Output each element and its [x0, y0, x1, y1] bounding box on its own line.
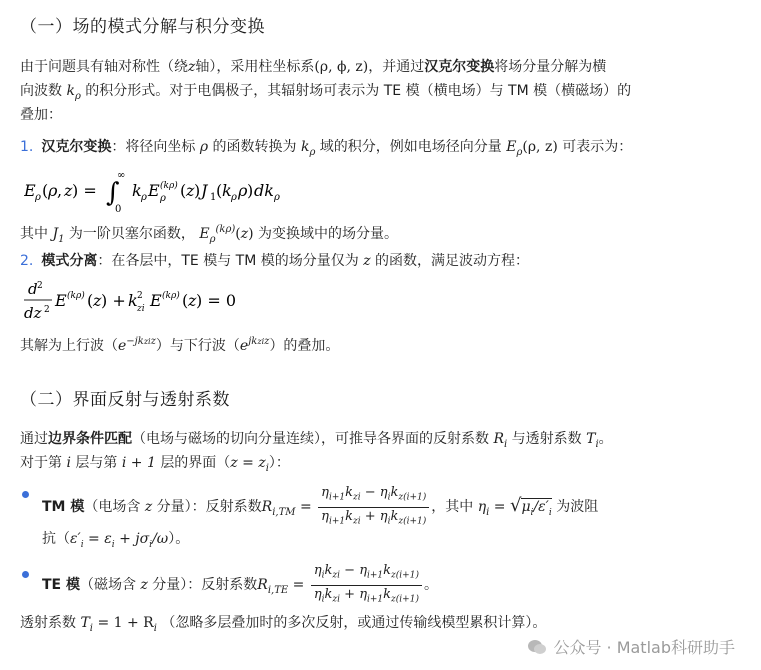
- wave-equation: [22, 278, 282, 330]
- svg-text:) +: ) +: [101, 291, 126, 310]
- hankel-formula: [24, 168, 324, 218]
- svg-text:k: k: [132, 181, 142, 200]
- svg-text:2: 2: [44, 305, 50, 315]
- list-item-tm: TM 模（电场含 z 分量）：反射系数$R_{i,TM}$ = $\frac{\eta_{i+1}k_{zi} - \eta_ik_{z(i+1)}}{\eta_{i+1}k_{zi} + \eta_ik_{z(i+1)}}$ ，其中 $\eta_i = √\mu_i/\varepsilon'_i$ 为波阻: [42, 484, 742, 533]
- paragraph-line: 向波数 $k_\rho$ 的积分形式。对于电偶极子，其辐射场可表示为 TE 模（横电场）与 TM 模（横磁场）的: [20, 83, 632, 102]
- svg-text:E: E: [150, 291, 162, 310]
- svg-text:(: (: [216, 181, 223, 200]
- svg-text:(kρ): (kρ): [160, 181, 178, 191]
- watermark: 公众号 · Matlab科研助手: [527, 635, 735, 658]
- paragraph-line: 对于第 i 层与第 i + 1 层的界面$(z = z_i)$：: [20, 455, 290, 474]
- section-heading-1: （一）场的模式分解与积分变换: [20, 17, 265, 37]
- section-heading-2: （二）界面反射与透射系数: [20, 390, 230, 410]
- svg-text:): ): [194, 181, 201, 200]
- svg-text:ρ: ρ: [141, 192, 147, 203]
- paragraph-line: 通过边界条件匹配（电场与磁场的切向分量连续），可推导各界面的反射系数 $R_i$ 与透射系数 $T_i$。: [20, 431, 613, 450]
- svg-text:d: d: [28, 280, 38, 298]
- svg-text:E: E: [55, 291, 67, 310]
- svg-text:∫: ∫: [106, 178, 120, 208]
- svg-text:z: z: [188, 291, 197, 310]
- svg-text:ρ: ρ: [48, 181, 58, 200]
- svg-text:ρ: ρ: [35, 192, 41, 203]
- svg-text:): ): [247, 181, 254, 200]
- paragraph-line: 透射系数 $T_i = 1 + R_i$ （忽略多层叠加时的多次反射，或通过传输线模型累积计算）。: [20, 615, 547, 634]
- list-item-te: TE 模（磁场含 z 分量）：反射系数$R_{i,TE}$ = $\frac{\eta_ik_{zi} - \eta_{i+1}k_{z(i+1)}}{\eta_ik_{zi} + \eta_{i+1}k_{z(i+1)}}$ 。: [42, 562, 742, 611]
- svg-text:0: 0: [115, 204, 122, 214]
- svg-text:z: z: [186, 181, 195, 200]
- svg-text:2: 2: [37, 281, 43, 291]
- paragraph-line: 其解为上行波$(e^{-jkziz})$与下行波$(e^{jkziz})$的叠加。: [20, 336, 340, 354]
- list-item: 2. 模式分离：在各层中，TE 模与 TM 模的场分量仅为 z 的函数，满足波动方程：: [20, 253, 530, 269]
- svg-text:ρ: ρ: [160, 193, 166, 204]
- svg-text:(kρ): (kρ): [67, 291, 85, 301]
- svg-text:(kρ): (kρ): [162, 291, 180, 301]
- paragraph-line: 抗$(\varepsilon'_i = \varepsilon_i + j\sigma_i/\omega)$。: [42, 531, 190, 550]
- svg-text:,: ,: [57, 181, 63, 200]
- svg-text:) = 0: ) = 0: [196, 291, 236, 310]
- svg-text:zi: zi: [137, 304, 145, 314]
- svg-text:dk: dk: [254, 181, 274, 200]
- bullet-dot: [22, 571, 29, 578]
- svg-text:(: (: [42, 181, 49, 200]
- list-item: 1. 汉克尔变换：将径向坐标 ρ 的函数转换为 $k_\rho$ 域的积分，例如电场径向分量 $E_\rho(\rho$, z) 可表示为：: [20, 139, 633, 158]
- svg-text:dz: dz: [24, 304, 42, 322]
- svg-text:k: k: [222, 181, 232, 200]
- te-fraction: $\frac{\eta_ik_{zi} - \eta_{i+1}k_{z(i+1)}}{\eta_ik_{zi} + \eta_{i+1}k_{z(i+1)}}$: [311, 562, 422, 608]
- svg-text:ρ: ρ: [231, 192, 237, 203]
- paragraph-line: 由于问题具有轴对称性（绕z轴），采用柱坐标系(ρ, ϕ, z)，并通过汉克尔变换将场分量分解为横: [20, 59, 607, 75]
- svg-text:z: z: [64, 181, 73, 200]
- svg-text:E: E: [24, 181, 36, 200]
- svg-text:J: J: [201, 181, 208, 200]
- svg-text:(: (: [180, 181, 187, 200]
- paragraph-line: 叠加：: [20, 107, 62, 123]
- bullet-dot: [22, 491, 29, 498]
- formula-graphic: [24, 168, 324, 214]
- svg-text:ρ: ρ: [238, 181, 248, 200]
- svg-text:(: (: [87, 291, 94, 310]
- wechat-icon: [527, 639, 547, 655]
- svg-text:ρ: ρ: [274, 192, 280, 203]
- paragraph-line: 其中 $J_1$ 为一阶贝塞尔函数， $E_\rho^{(k\rho)}(z)$ 为变换域中的场分量。: [20, 224, 399, 245]
- tm-fraction: $\frac{\eta_{i+1}k_{zi} - \eta_ik_{z(i+1)}}{\eta_{i+1}k_{zi} + \eta_ik_{z(i+1)}}$: [318, 484, 429, 530]
- svg-text:) =: ) =: [72, 181, 97, 200]
- svg-text:∞: ∞: [117, 170, 126, 181]
- svg-text:k: k: [128, 291, 138, 310]
- bold-term: 汉克尔变换: [424, 59, 495, 75]
- svg-text:1: 1: [210, 192, 217, 203]
- svg-text:z: z: [93, 291, 102, 310]
- formula-graphic: [22, 278, 282, 326]
- svg-text:E: E: [148, 181, 160, 200]
- svg-text:(: (: [182, 291, 189, 310]
- svg-text:2: 2: [137, 291, 143, 301]
